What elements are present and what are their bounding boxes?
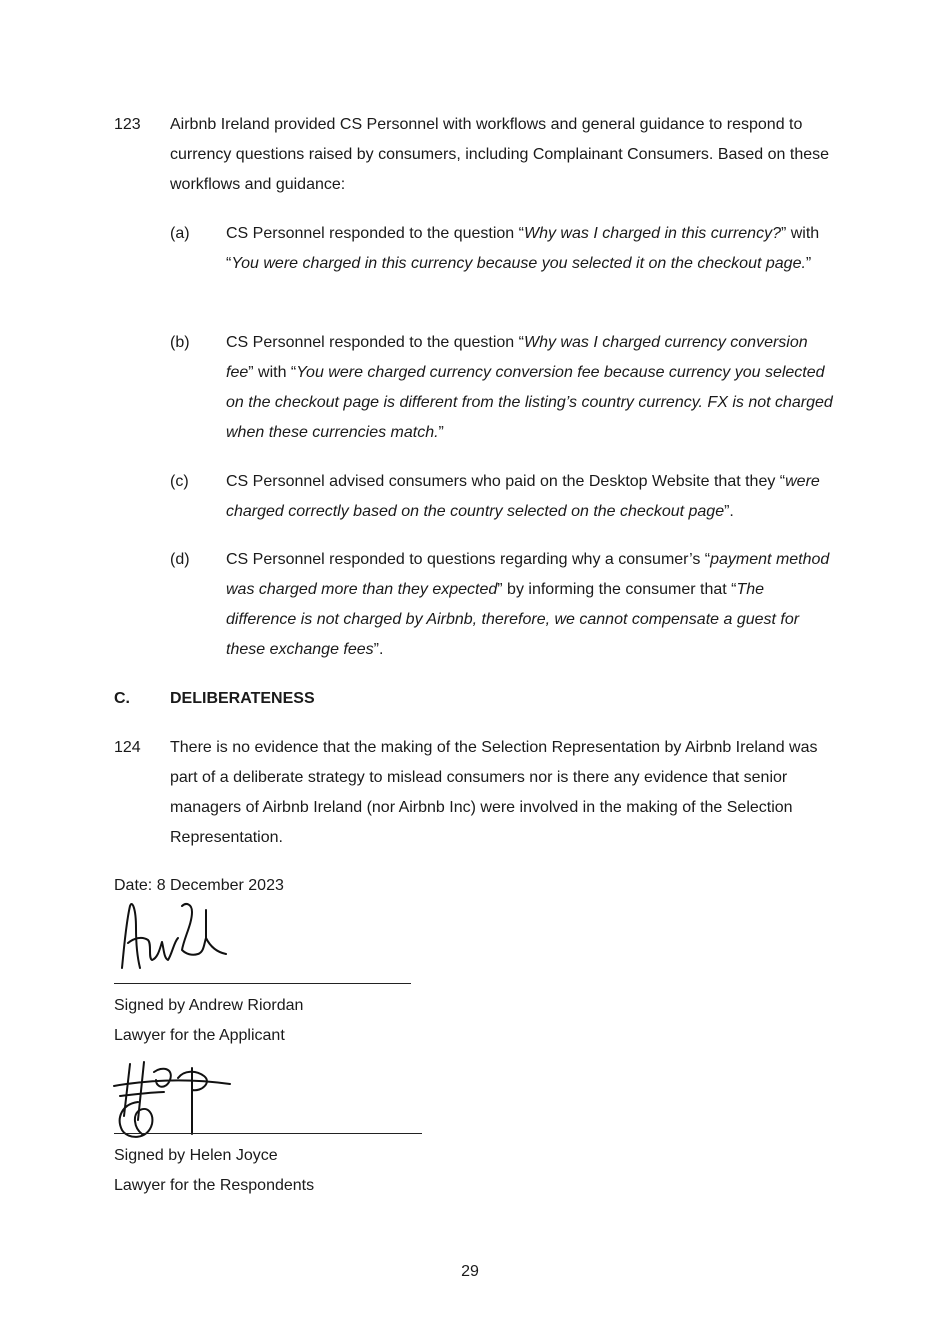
quoted-response: You were charged in this currency because you selected it on the checkout page. bbox=[231, 255, 806, 272]
paragraph-text: Airbnb Ireland provided CS Personnel with workflows and general guidance to respond to currency questions raised by consumers, including Complainant Consumers. Based on these workflows and guidance: bbox=[170, 116, 830, 193]
quoted-question: Why was I charged in this currency? bbox=[523, 225, 781, 242]
signature-line bbox=[114, 1133, 422, 1134]
signature-image-helen-joyce bbox=[108, 1058, 238, 1144]
subparagraph-text: CS Personnel responded to the question “Why was I charged currency conversion fee” with “You were charged currency conversion fee because currency you selected on the checkout page is different from the listing’s country currency. FX is not charged when these currencies match.” bbox=[226, 334, 833, 441]
subparagraph-d bbox=[170, 545, 834, 665]
section-title: DELIBERATENESS bbox=[170, 690, 315, 707]
subparagraph-text: CS Personnel responded to the question “Why was I charged in this currency?” with “You were charged in this currency because you selected it on the checkout page.” bbox=[226, 225, 820, 272]
quoted-advice: were charged correctly based on the country selected on the checkout page bbox=[226, 473, 820, 520]
subparagraph-text: CS Personnel advised consumers who paid on the Desktop Website that they “were charged correctly based on the country selected on the checkout page”. bbox=[226, 473, 820, 520]
date-line: Date: 8 December 2023 bbox=[114, 877, 284, 894]
subparagraph-label: (c) bbox=[170, 473, 189, 490]
paragraph-124 bbox=[114, 733, 834, 853]
signature-image-andrew-riordan bbox=[112, 898, 242, 978]
subparagraph-label: (a) bbox=[170, 225, 190, 242]
paragraph-text: There is no evidence that the making of the Selection Representation by Airbnb Ireland was part of a deliberate strategy to mislead consumers nor is there any evidence that senior managers of Airbnb Ireland (nor Airbnb Inc) were involved in the making of the Selection Representation. bbox=[170, 739, 818, 846]
paragraph-number: 124 bbox=[114, 739, 141, 756]
subparagraph-label: (b) bbox=[170, 334, 190, 351]
quoted-question: Why was I charged currency conversion fee bbox=[226, 334, 808, 381]
quoted-response: You were charged currency conversion fee because currency you selected on the checkout page is different from the listing’s country currency. FX is not charged when these currencies match. bbox=[226, 364, 833, 441]
signatory-role: Lawyer for the Applicant bbox=[114, 1027, 285, 1044]
paragraph-123 bbox=[114, 110, 834, 200]
section-letter: C. bbox=[114, 690, 130, 707]
subparagraph-c bbox=[170, 467, 834, 527]
section-heading bbox=[114, 684, 315, 714]
signature-line bbox=[114, 983, 411, 984]
quoted-response: The difference is not charged by Airbnb, therefore, we cannot compensate a guest for these exchange fees bbox=[226, 581, 800, 658]
quoted-question: payment method was charged more than they expected bbox=[226, 551, 830, 598]
paragraph-number: 123 bbox=[114, 116, 141, 133]
subparagraph-b bbox=[170, 328, 834, 448]
signatory-role: Lawyer for the Respondents bbox=[114, 1177, 315, 1194]
signatory-name: Signed by Andrew Riordan bbox=[114, 997, 304, 1014]
subparagraph-text: CS Personnel responded to questions regarding why a consumer’s “payment method was charged more than they expected” by informing the consumer that “The difference is not charged by Airbnb, therefore, we cannot compensate a guest for these exchange fees”. bbox=[226, 551, 830, 658]
signatory-name: Signed by Helen Joyce bbox=[114, 1147, 278, 1164]
subparagraph-label: (d) bbox=[170, 551, 190, 568]
page-number: 29 bbox=[461, 1263, 479, 1280]
subparagraph-a bbox=[170, 219, 834, 279]
